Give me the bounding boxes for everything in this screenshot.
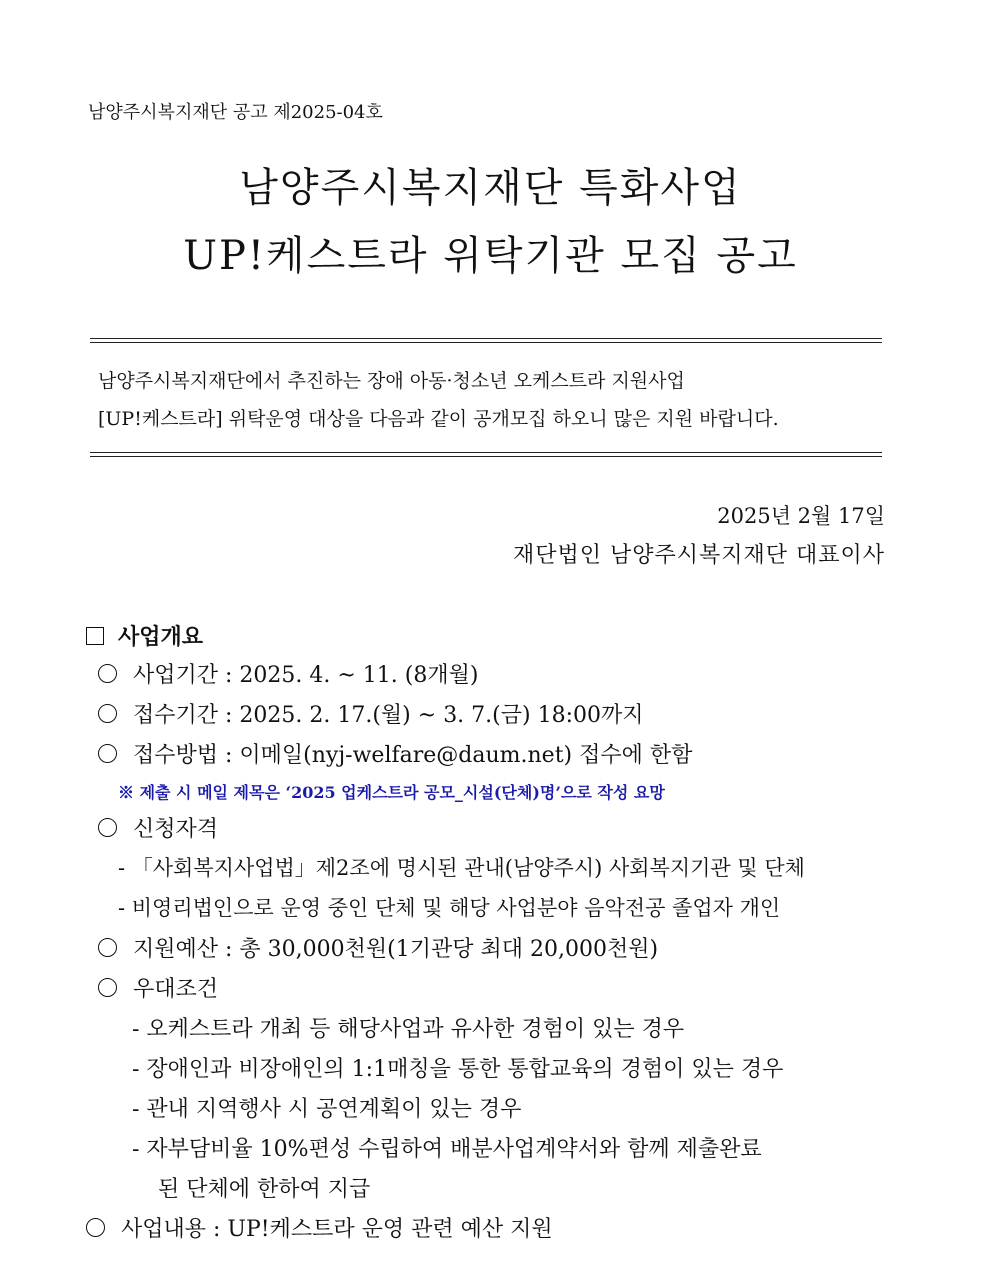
item-preference xyxy=(98,972,218,1003)
circle-icon xyxy=(98,818,117,837)
page-title-line2: UP!케스트라 위탁기관 모집 공고 xyxy=(183,233,798,279)
circle-icon xyxy=(98,938,117,957)
preference-item: - 오케스트라 개최 등 해당사업과 유사한 경험이 있는 경우 xyxy=(132,1017,685,1042)
item-eligibility xyxy=(98,812,218,843)
item-eligibility-label: 신청자격 xyxy=(133,817,219,842)
item-period-text: 사업기간 : 2025. 4. ~ 11. (8개월) xyxy=(133,663,479,688)
preference-item: - 장애인과 비장애인의 1:1매칭을 통한 통합교육의 경험이 있는 경우 xyxy=(132,1057,784,1082)
item-budget-text: 지원예산 : 총 30,000천원(1기관당 최대 20,000천원) xyxy=(133,937,659,962)
eligibility-item: - 비영리법인으로 운영 중인 단체 및 해당 사업분야 음악전공 졸업자 개인 xyxy=(118,896,781,920)
section-heading-label: 사업개요 xyxy=(118,624,204,650)
notice-number: 남양주시복지재단 공고 제2025-04호 xyxy=(88,102,383,123)
intro-line1: 남양주시복지재단에서 추진하는 장애 아동·청소년 오케스트라 지원사업 xyxy=(98,370,685,392)
preference-item: - 관내 지역행사 시 공연계획이 있는 경우 xyxy=(132,1097,522,1122)
circle-icon xyxy=(98,744,117,763)
email-subject-note: ※ 제출 시 메일 제목은 ‘2025 업케스트라 공모_시설(단체)명’으로 작성 요망 xyxy=(118,783,665,802)
item-preference-label: 우대조건 xyxy=(133,977,219,1002)
circle-icon xyxy=(98,664,117,683)
circle-icon xyxy=(98,704,117,723)
divider-bottom xyxy=(90,452,882,457)
item-reception-method-text: 접수방법 : 이메일(nyj-welfare@daum.net) 접수에 한함 xyxy=(133,743,693,768)
circle-icon xyxy=(98,978,117,997)
notice-date: 2025년 2월 17일 xyxy=(717,504,885,528)
item-reception-method xyxy=(98,738,692,769)
page-title-line1: 남양주시복지재단 특화사업 xyxy=(239,165,742,211)
intro-line2: [UP!케스트라] 위탁운영 대상을 다음과 같이 공개모집 하오니 많은 지원 바랍니다. xyxy=(98,408,779,430)
section-heading xyxy=(86,620,203,651)
preference-item-continued: 된 단체에 한하여 지급 xyxy=(158,1177,371,1202)
preference-item: - 자부담비율 10%편성 수립하여 배분사업계약서와 함께 제출완료 xyxy=(132,1137,762,1162)
eligibility-item: - 「사회복지사업법」제2조에 명시된 관내(남양주시) 사회복지기관 및 단체 xyxy=(118,856,805,880)
item-content-text: 사업내용 : UP!케스트라 운영 관련 예산 지원 xyxy=(121,1217,553,1242)
organization-signature: 재단법인 남양주시복지재단 대표이사 xyxy=(512,543,885,568)
circle-icon xyxy=(86,1218,105,1237)
square-icon xyxy=(86,627,104,645)
item-budget xyxy=(98,932,658,963)
item-reception-period xyxy=(98,698,643,729)
item-reception-period-text: 접수기간 : 2025. 2. 17.(월) ~ 3. 7.(금) 18:00까지 xyxy=(133,703,644,728)
item-content xyxy=(86,1212,553,1243)
item-period xyxy=(98,658,478,689)
divider-top xyxy=(90,338,882,343)
